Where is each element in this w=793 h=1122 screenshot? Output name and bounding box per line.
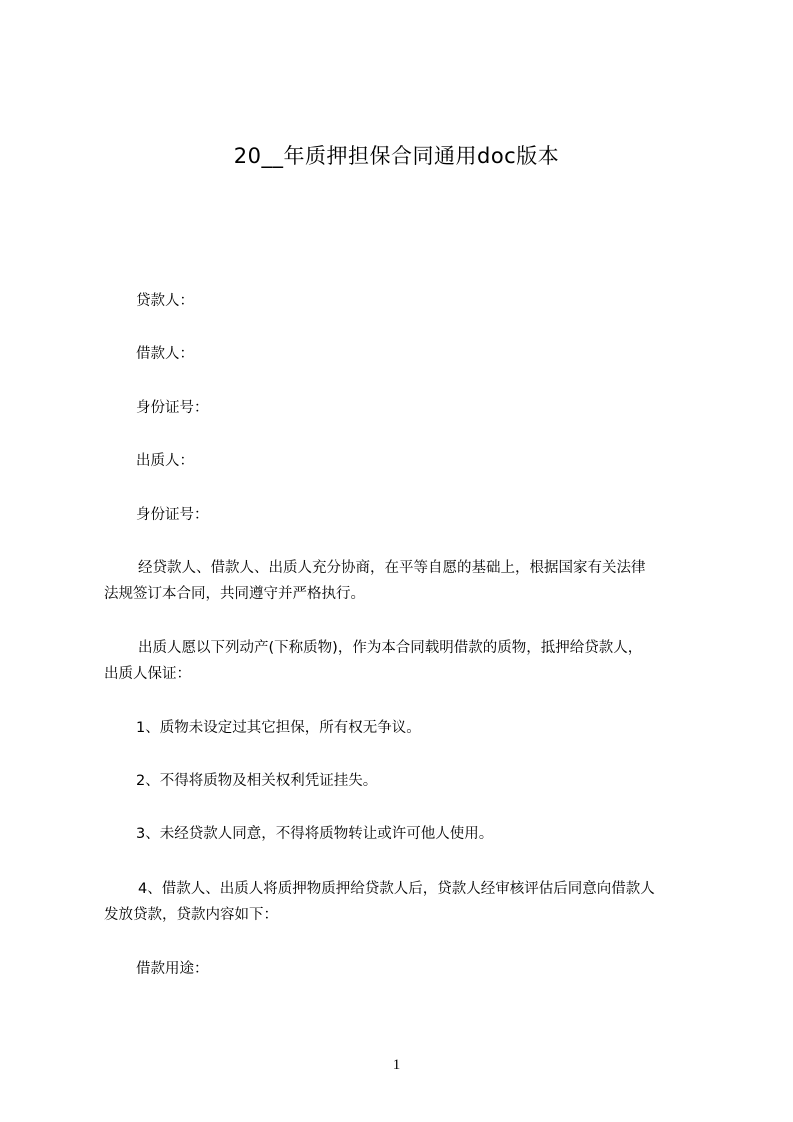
clause-4-line-2: 发放贷款，贷款内容如下： [104,907,278,923]
loan-purpose-field: 借款用途： [136,961,209,977]
document-title: 20__年质押担保合同通用doc版本 [233,144,560,168]
clause-4-paragraph [104,876,714,928]
pledge-line-1: 出质人愿以下列动产(下称质物)，作为本合同载明借款的质物，抵押给贷款人， [138,640,643,656]
id-number-field: 身份证号： [136,400,209,416]
pledgor-field: 出质人： [136,453,194,469]
page-number: 1 [392,1057,401,1073]
intro-paragraph [104,555,714,607]
pledge-paragraph [104,635,714,687]
intro-line-1: 经贷款人、借款人、出质人充分协商，在平等自愿的基础上，根据国家有关法律 [138,560,646,576]
clause-2: 2、不得将质物及相关权利凭证挂失。 [136,773,378,789]
clause-3: 3、未经贷款人同意，不得将质物转让或许可他人使用。 [136,826,494,842]
intro-line-2: 法规签订本合同，共同遵守并严格执行。 [104,586,365,602]
borrower-field: 借款人： [136,346,194,362]
clause-1: 1、质物未设定过其它担保，所有权无争议。 [136,720,421,736]
pledgor-id-number-field: 身份证号： [136,507,209,523]
clause-4-line-1: 4、借款人、出质人将质押物质押给贷款人后，贷款人经审核评估后同意向借款人 [138,881,655,897]
pledge-line-2: 出质人保证： [104,666,191,682]
lender-field: 贷款人： [136,293,194,309]
